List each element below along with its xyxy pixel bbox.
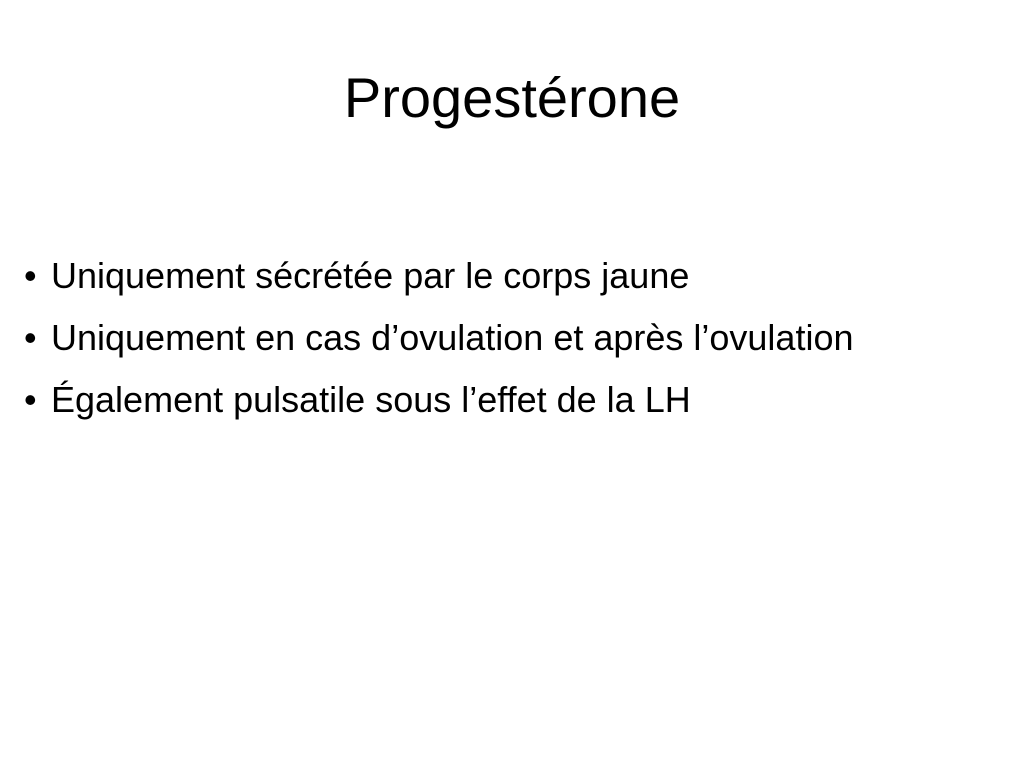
bullet-item <box>24 314 884 362</box>
bullet-marker: • <box>24 317 37 358</box>
bullet-text: Uniquement sécrétée par le corps jaune <box>51 255 690 296</box>
bullet-item <box>24 376 884 424</box>
bullet-item <box>24 252 884 300</box>
bullet-text: Également pulsatile sous l’effet de la LH <box>51 379 691 420</box>
slide-title: Progestérone <box>343 66 681 129</box>
bullet-text: Uniquement en cas d’ovulation et après l’ovulation <box>51 317 854 358</box>
bullet-marker: • <box>24 255 37 296</box>
bullet-marker: • <box>24 379 37 420</box>
bullet-list <box>24 252 884 438</box>
